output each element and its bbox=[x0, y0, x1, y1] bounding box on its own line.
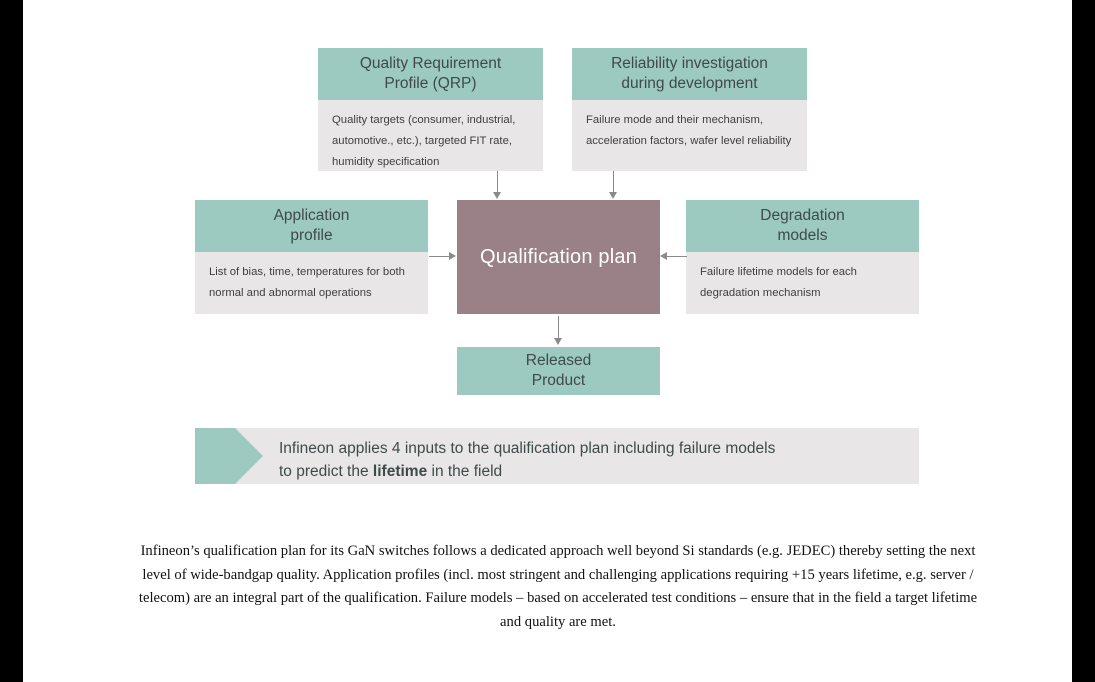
summary-banner-line2-pre: to predict the bbox=[279, 463, 373, 481]
reliability-card bbox=[572, 48, 807, 171]
application-profile-title: Application profile bbox=[195, 200, 428, 252]
application-profile-card bbox=[195, 200, 428, 314]
arrow-application-to-center-line bbox=[429, 256, 450, 257]
summary-banner-line1: Infineon applies 4 inputs to the qualification plan including failure models bbox=[279, 440, 776, 457]
arrow-application-to-center-head bbox=[449, 252, 456, 260]
summary-banner-line2-post: in the field bbox=[427, 463, 503, 481]
arrow-qrp-to-center-line bbox=[497, 171, 498, 193]
arrow-center-to-released-head bbox=[554, 338, 562, 345]
slide-canvas bbox=[23, 0, 1072, 682]
reliability-title: Reliability investigation during development bbox=[572, 48, 807, 100]
reliability-body: Failure mode and their mechanism, acceleration factors, wafer level reliability bbox=[572, 100, 807, 171]
released-product-node: Released Product bbox=[457, 347, 660, 395]
summary-banner-text bbox=[279, 437, 899, 484]
degradation-models-title: Degradation models bbox=[686, 200, 919, 252]
arrow-reliability-to-center-head bbox=[609, 192, 617, 199]
qrp-body: Quality targets (consumer, industrial, automotive., etc.), targeted FIT rate, humidity specification bbox=[318, 100, 543, 171]
arrow-degradation-to-center-head bbox=[660, 252, 667, 260]
caption-paragraph: Infineon’s qualification plan for its GaN switches follows a dedicated approach well beyond Si standards (e.g. JEDEC) thereby setting the next level of wide-bandgap quality. Application profiles (incl. most stringent and challenging applications requiring +15 years lifetime, e.g. server / telecom) are an integral part of the qualification. Failure models – based on accelerated test conditions – ensure that in the field a target lifetime and quality are met. bbox=[138, 543, 978, 630]
chevron-right-icon bbox=[195, 428, 263, 484]
summary-banner-line2-bold: lifetime bbox=[372, 463, 428, 481]
arrow-reliability-to-center-line bbox=[613, 171, 614, 193]
arrow-qrp-to-center-head bbox=[493, 192, 501, 199]
qrp-card bbox=[318, 48, 543, 171]
qrp-title: Quality Requirement Profile (QRP) bbox=[318, 48, 543, 100]
degradation-models-card bbox=[686, 200, 919, 314]
summary-banner bbox=[195, 428, 919, 484]
qualification-plan-node: Qualification plan bbox=[457, 200, 660, 314]
application-profile-body: List of bias, time, temperatures for both normal and abnormal operations bbox=[195, 252, 428, 314]
arrow-degradation-to-center-line bbox=[666, 256, 687, 257]
degradation-models-body: Failure lifetime models for each degradation mechanism bbox=[686, 252, 919, 314]
arrow-center-to-released-line bbox=[558, 316, 559, 339]
